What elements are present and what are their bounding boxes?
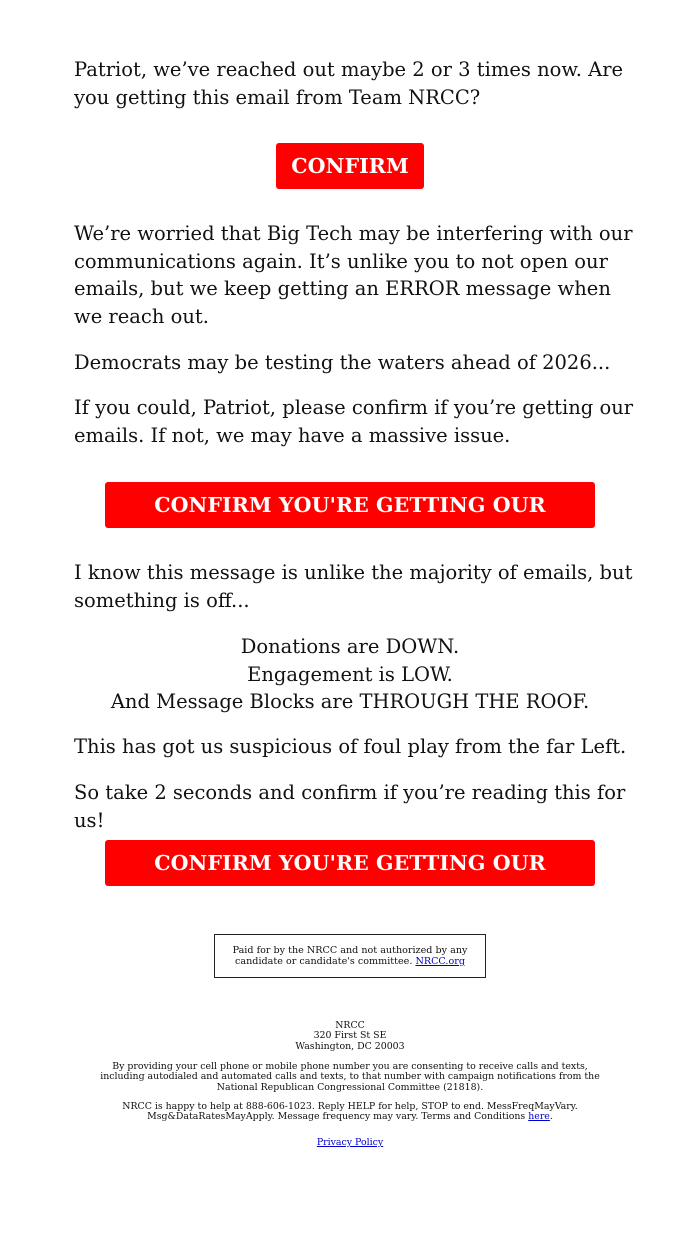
footer-help-period: . — [549, 1111, 553, 1123]
confirm-emails-button-top[interactable] — [105, 482, 595, 563]
nrcc-org-link[interactable]: NRCC.org — [415, 956, 465, 967]
confirm-button[interactable] — [276, 143, 424, 189]
paid-for-disclaimer — [214, 934, 486, 978]
footer-help — [90, 1102, 610, 1123]
footer-help-text: NRCC is happy to help at 888-606-1023. Reply HELP for help, STOP to end. MessFreqMayVary. Msg&DataRatesMayApply. Message frequency may vary. Terms and Conditions — [122, 1101, 578, 1123]
footer-consent: By providing your cell phone or mobile phone number you are consenting to receive calls and texts, including autodialed and automated calls and texts, to that number with campaign notifications from the National Republican Congressional Committee (21818). — [100, 1061, 600, 1093]
confirm-emails-button-bottom-label: CONFIRM YOU'RE GETTING OUR EMAILS — [154, 851, 546, 921]
two-seconds-paragraph: So take 2 seconds and confirm if you’re reading this for us! — [74, 781, 626, 832]
worried-paragraph: We’re worried that Big Tech may be interfering with our communications again. It’s unlike you to not open our emails, but we keep getting an ERROR message when we reach out. — [74, 222, 633, 329]
donations-down-line: Donations are DOWN. — [240, 635, 460, 658]
message-blocks-line: And Message Blocks are THROUGH THE ROOF. — [110, 690, 590, 713]
intro-text: Patriot, we’ve reached out maybe 2 or 3 times now. Are you getting this email from Team NRCC? — [74, 58, 624, 109]
footer-address — [90, 1021, 610, 1052]
engagement-low-line: Engagement is LOW. — [247, 662, 453, 686]
footer-street: 320 First St SE — [313, 1030, 387, 1042]
i-know-paragraph: I know this message is unlike the majority of emails, but something is off... — [74, 561, 633, 612]
privacy-policy-link[interactable]: Privacy Policy — [316, 1137, 384, 1148]
terms-here-link[interactable]: here — [528, 1111, 550, 1123]
footer-org-name: NRCC — [335, 1020, 365, 1031]
disclaimer-text: Paid for by the NRCC and not authorized by any candidate or candidate's committee. — [232, 945, 468, 967]
suspicious-paragraph: This has got us suspicious of foul play from the far Left. — [74, 735, 627, 758]
democrats-paragraph: Democrats may be testing the waters ahead of 2026... — [74, 351, 611, 374]
footer-privacy — [90, 1138, 610, 1148]
centered-statements — [74, 633, 626, 716]
confirm-emails-button-bottom[interactable] — [105, 840, 595, 921]
please-confirm-paragraph: If you could, Patriot, please confirm if you’re getting our emails. If not, we may have a massive issue. — [74, 396, 634, 447]
confirm-button-label: CONFIRM — [291, 154, 409, 178]
confirm-emails-button-top-label: CONFIRM YOU'RE GETTING OUR EMAILS — [154, 493, 546, 563]
footer-city: Washington, DC 20003 — [295, 1040, 405, 1052]
